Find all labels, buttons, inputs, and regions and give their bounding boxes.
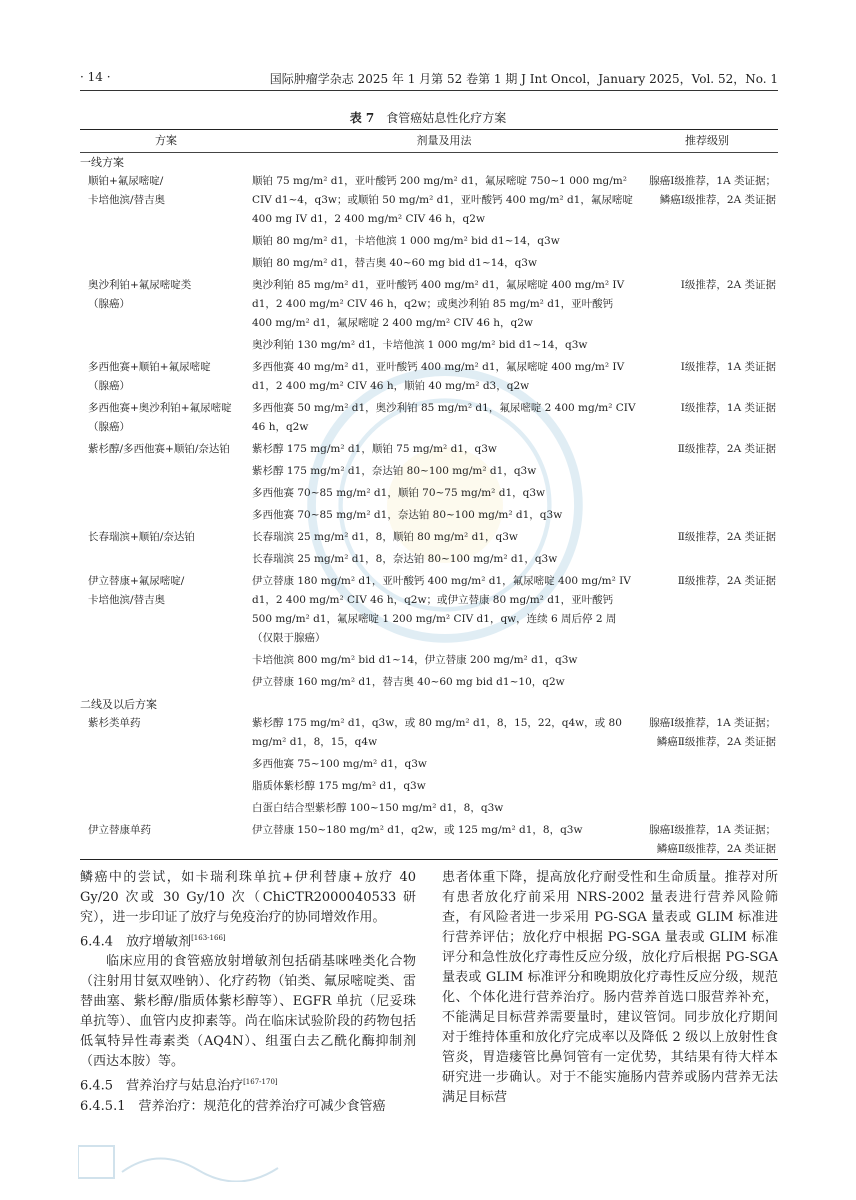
recommendation-level: Ⅰ级推荐，1A 类证据 [680,361,776,373]
recommendation-level: 腺癌Ⅰ级推荐，1A 类证据； 鳞癌Ⅱ级推荐，2A 类证据 [649,717,776,748]
table-label: 表 7 [349,111,375,125]
dose-cell [252,399,636,440]
dose-line: 伊立替康 150~180 mg/m² d1，q2w，或 125 mg/m² d1，8，q3w [252,824,583,836]
table-row [80,714,778,821]
dose-cell [252,172,636,276]
table-row [80,358,778,399]
recommendation-level: Ⅰ级推荐，1A 类证据 [680,402,776,414]
citation: [163-166] [191,934,226,942]
dose-cell [252,440,636,528]
table-section-label: 二线及以后方案 [80,698,157,711]
dose-line: 多西他赛 70~85 mg/m² d1，奈达铂 80~100 mg/m² d1，q3w [252,509,563,521]
dose-cell [252,358,636,399]
recommendation-level: Ⅰ级推荐，2A 类证据 [680,279,776,291]
regimen-name: 长春瑞滨+顺铂/奈达铂 [88,531,195,543]
regimen-name: 伊立替康单药 [88,824,151,836]
dose-cell [252,572,636,695]
body-left-column [80,868,416,1117]
recommendation-level: Ⅱ级推荐，2A 类证据 [677,443,776,455]
dose-line: 脂质体紫杉醇 175 mg/m² d1，q3w [252,780,426,792]
col-header-dose: 剂量及用法 [416,134,472,147]
table-row [80,440,778,528]
table-title [0,109,856,126]
dose-line: 奥沙利铂 85 mg/m² d1，亚叶酸钙 400 mg/m² d1，氟尿嘧啶 400 mg/m² IV d1，2 400 mg/m² CIV 46 h，q2w；或奥沙利铂 85 mg/m² d1，亚叶酸钙 400 mg/m² d1，氟尿嘧啶 2 400 mg/m² CIV 46 h，q2w [252,279,625,329]
table-row [80,821,778,859]
recommendation-level: 腺癌Ⅰ级推荐，1A 类证据； 鳞癌Ⅰ级推荐，2A 类证据 [649,175,776,206]
regimen-table [80,129,778,860]
page-header [80,70,778,88]
dose-line: 紫杉醇 175 mg/m² d1，q3w，或 80 mg/m² d1，8，15，22，q4w，或 80 mg/m² d1，8，15，q4w [252,717,622,748]
table-row [80,172,778,276]
journal-info: 国际肿瘤学杂志 2025 年 1 月第 52 卷第 1 期 J Int Oncol，January 2025，Vol. 52，No. 1 [269,72,778,86]
dose-line: 顺铂 80 mg/m² d1，卡培他滨 1 000 mg/m² bid d1~14，q3w [252,235,560,247]
page-number: · 14 · [80,70,111,84]
dose-line: 多西他赛 70~85 mg/m² d1，顺铂 70~75 mg/m² d1，q3w [252,487,546,499]
recommendation-level: 腺癌Ⅰ级推荐，1A 类证据； 鳞癌Ⅱ级推荐，2A 类证据 [649,824,776,855]
regimen-name: 顺铂+氟尿嘧啶/ 卡培他滨/替吉奥 [88,175,166,206]
regimen-name: 伊立替康+氟尿嘧啶/ 卡培他滨/替吉奥 [88,575,185,606]
dose-line: 顺铂 80 mg/m² d1，替吉奥 40~60 mg bid d1~14，q3w [252,257,537,269]
regimen-name: 多西他赛+奥沙利铂+氟尿嘧啶 （腺癌） [88,402,232,433]
recommendation-level: Ⅱ级推荐，2A 类证据 [677,531,776,543]
dose-line: 紫杉醇 175 mg/m² d1，顺铂 75 mg/m² d1，q3w [252,443,497,455]
paragraph: 患者体重下降，提高放化疗耐受性和生命质量。推荐对所有患者放化疗前采用 NRS-2002 量表进行营养风险筛查，有风险者进一步采用 PG-SGA 量表或 GLIM 标准进行营养评估；放化疗中根据 PG-SGA 量表或 GLIM 标准评分和急性放化疗毒性反应分级，放化疗后根据 PG-SGA 量表或 GLIM 标准评分和晚期放化疗毒性反应分级，规范化、个体化进行营养治疗。肠内营养首选口服营养补充，不能满足目标营养需要量时，建议管饲。同步放化疗期间对于维持体重和放化疗完成率以及降低 2 级以上放射性食管炎，胃造瘘管比鼻饲管有一定优势，其结果有待大样本研究进一步确认。对于不能实施肠内营养或肠内营养无法满足目标营 [442,870,778,1105]
dose-line: 顺铂 75 mg/m² d1，亚叶酸钙 200 mg/m² d1，氟尿嘧啶 750~1 000 mg/m² CIV d1~4，q3w；或顺铂 50 mg/m² d1，亚叶酸钙 400 mg/m² d1，氟尿嘧啶 400 mg IV d1，2 400 mg/m² CIV 46 h，q2w [252,175,633,225]
dose-line: 多西他赛 75~100 mg/m² d1，q3w [252,758,427,770]
regimen-name: 紫杉类单药 [88,717,141,729]
table-row [80,572,778,695]
table-caption: 食管癌姑息性化疗方案 [386,111,507,125]
dose-line: 多西他赛 50 mg/m² d1，奥沙利铂 85 mg/m² d1，氟尿嘧啶 2 400 mg/m² CIV 46 h，q2w [252,402,636,433]
dose-cell [252,714,636,821]
regimen-name: 多西他赛+顺铂+氟尿嘧啶 （腺癌） [88,361,211,392]
col-header-regimen: 方案 [155,134,177,147]
table-section-label: 一线方案 [80,156,124,169]
header-rule [80,90,778,91]
section-heading-6-4-5: 6.4.5 营养治疗与姑息治疗[167-170] [80,1078,278,1094]
dose-line: 卡培他滨 800 mg/m² bid d1~14，伊立替康 200 mg/m² d1，q3w [252,654,578,666]
table-header-row [80,130,778,152]
table-row [80,528,778,572]
dose-line: 奥沙利铂 130 mg/m² d1，卡培他滨 1 000 mg/m² bid d1~14，q3w [252,339,588,351]
section-heading-6-4-5-1: 6.4.5.1 营养治疗：规范化的营养治疗可减少食管癌 [80,1098,386,1114]
citation: [167-170] [243,1078,278,1087]
dose-line: 伊立替康 160 mg/m² d1，替吉奥 40~60 mg bid d1~10，q2w [252,676,565,688]
paragraph: 鳞癌中的尝试，如卡瑞利珠单抗+伊利替康+放疗 40 Gy/20 次或 30 Gy/10 次（ChiCTR2000040533 研究），进一步印证了放疗与免疫治疗的协同增效作用。 [80,870,416,925]
table-row [80,276,778,358]
dose-line: 多西他赛 40 mg/m² d1，亚叶酸钙 400 mg/m² d1，氟尿嘧啶 400 mg/m² IV d1，2 400 mg/m² CIV 46 h，顺铂 40 mg/m² d3，q2w [252,361,625,392]
section-heading-6-4-4: 6.4.4 放疗增敏剂[163-166] [80,934,226,950]
dose-line: 长春瑞滨 25 mg/m² d1，8，奈达铂 80~100 mg/m² d1，q3w [252,553,558,565]
dose-line: 紫杉醇 175 mg/m² d1，奈达铂 80~100 mg/m² d1，q3w [252,465,537,477]
regimen-name: 奥沙利铂+氟尿嘧啶类 （腺癌） [88,279,192,310]
dose-line: 白蛋白结合型紫杉醇 100~150 mg/m² d1，8，q3w [252,802,504,814]
table-bottom-rule [80,859,778,860]
regimen-name: 紫杉醇/多西他赛+顺铂/奈达铂 [88,443,230,455]
table-body [80,153,778,859]
table-row [80,399,778,440]
dose-line: 长春瑞滨 25 mg/m² d1，8，顺铂 80 mg/m² d1，q3w [252,531,518,543]
body-right-column [442,868,778,1108]
recommendation-level: Ⅱ级推荐，2A 类证据 [677,575,776,587]
dose-cell [252,821,636,859]
publisher-logo [78,1142,338,1182]
paragraph: 临床应用的食管癌放射增敏剂包括硝基咪唑类化合物（注射用甘氨双唑钠）、化疗药物（铂类、氟尿嘧啶类、雷替曲塞、紫杉醇/脂质体紫杉醇等）、EGFR 单抗（尼妥珠单抗等）、血管内皮抑素等。尚在临床试验阶段的药物包括低氧特异性毒素类（AQ4N）、组蛋白去乙酰化酶抑制剂（西达本胺）等。 [80,954,416,1070]
dose-cell [252,528,636,572]
col-header-level: 推荐级别 [685,134,729,147]
dose-cell [252,276,636,358]
dose-line: 伊立替康 180 mg/m² d1，亚叶酸钙 400 mg/m² d1，氟尿嘧啶 400 mg/m² IV d1，2 400 mg/m² CIV 46 h，q2w；或伊立替康 80 mg/m² d1，亚叶酸钙 500 mg/m² d1，氟尿嘧啶 1 200 mg/m² CIV d1，qw，连续 6 周后停 2 周（仅限于腺癌） [252,575,631,644]
